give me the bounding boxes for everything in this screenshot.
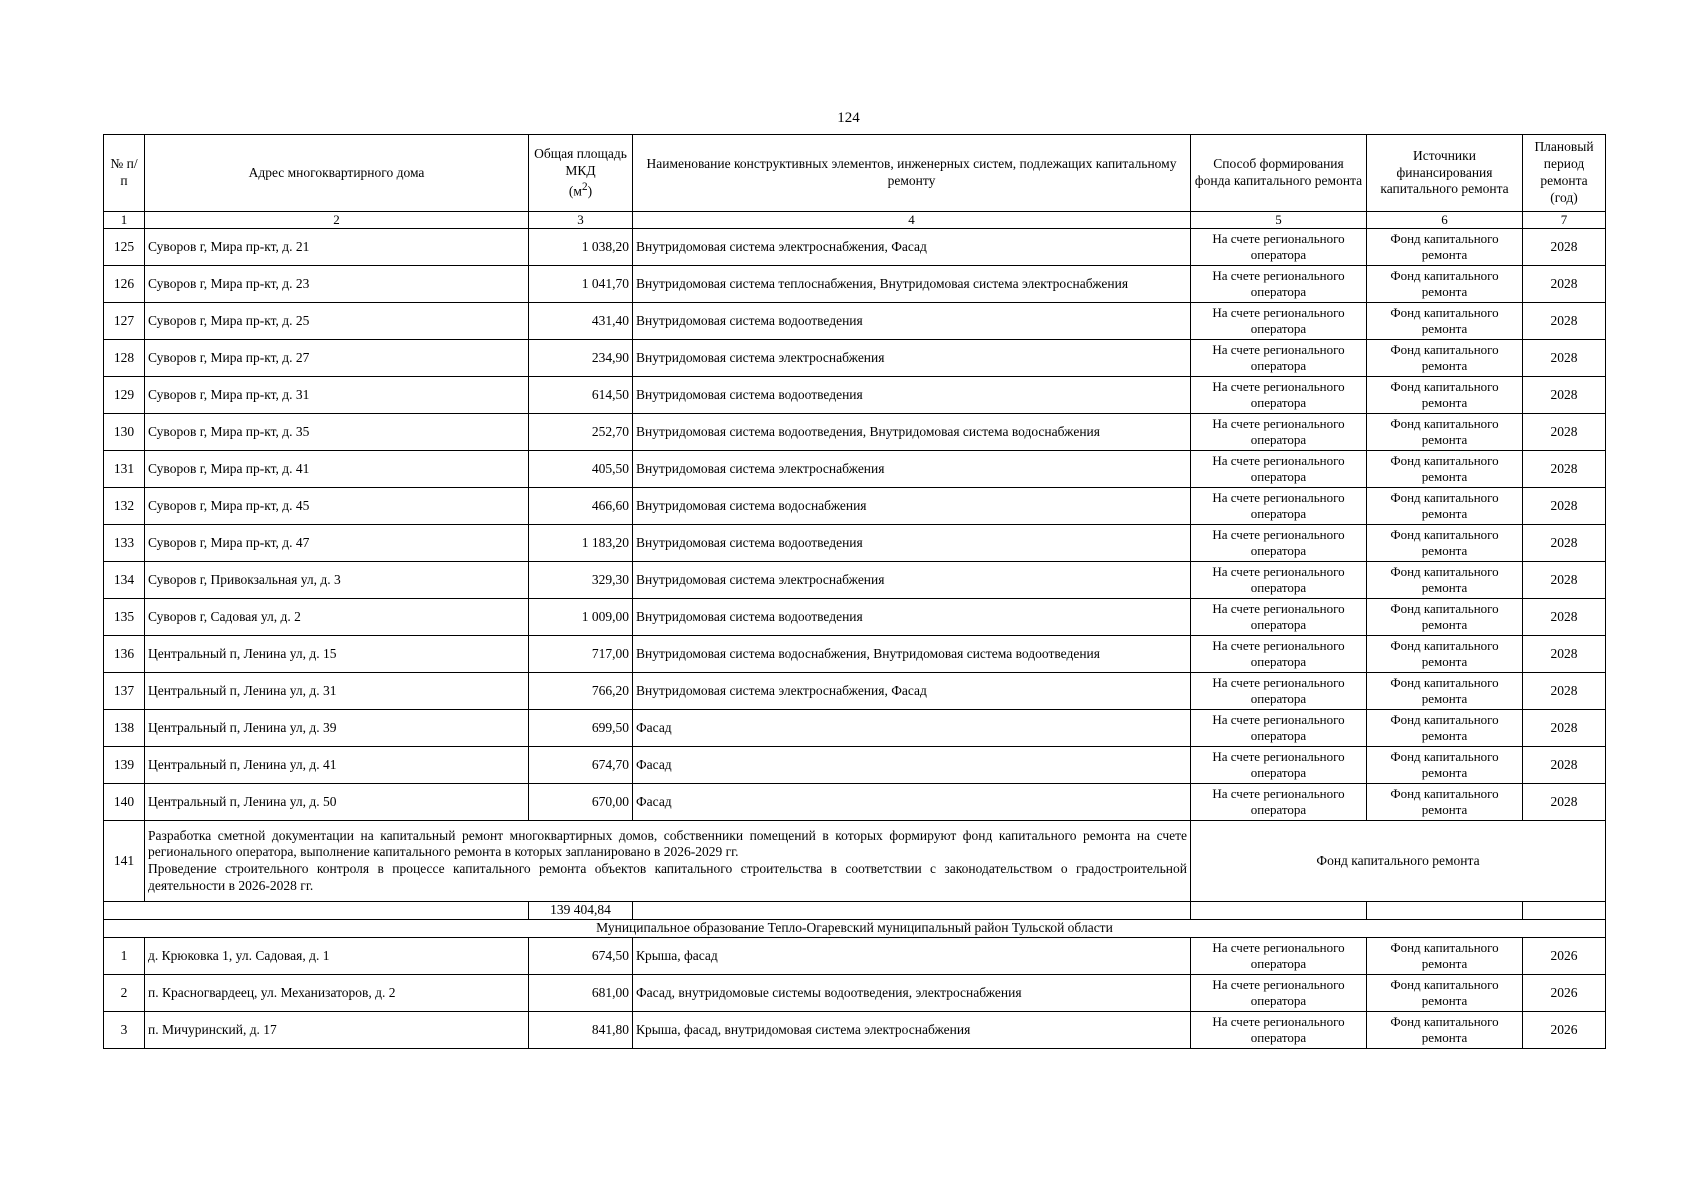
- row-area: 674,50: [529, 938, 633, 975]
- row-method: На счете регионального оператора: [1191, 599, 1367, 636]
- row-year: 2028: [1523, 229, 1606, 266]
- row-method: На счете регионального оператора: [1191, 451, 1367, 488]
- row-number: 141: [104, 821, 145, 902]
- row-area: 252,70: [529, 414, 633, 451]
- row-fund-merged: Фонд капитального ремонта: [1191, 821, 1606, 902]
- row-source: Фонд капитального ремонта: [1367, 488, 1523, 525]
- table-row-note: [104, 821, 1606, 902]
- row-source: Фонд капитального ремонта: [1367, 599, 1523, 636]
- row-address: Суворов г, Мира пр-кт, д. 21: [145, 229, 529, 266]
- row-source: Фонд капитального ремонта: [1367, 1012, 1523, 1049]
- row-elements: Внутридомовая система водоснабжения, Внутридомовая система водоотведения: [633, 636, 1191, 673]
- total-empty: [1367, 902, 1523, 920]
- row-year: 2028: [1523, 266, 1606, 303]
- row-number: 137: [104, 673, 145, 710]
- row-address: п. Красногвардеец, ул. Механизаторов, д. 2: [145, 975, 529, 1012]
- table-row: [104, 710, 1606, 747]
- row-source: Фонд капитального ремонта: [1367, 266, 1523, 303]
- table-row: [104, 1012, 1606, 1049]
- table-row: [104, 525, 1606, 562]
- row-year: 2028: [1523, 303, 1606, 340]
- row-area: 1 183,20: [529, 525, 633, 562]
- row-number: 128: [104, 340, 145, 377]
- row-method: На счете регионального оператора: [1191, 266, 1367, 303]
- row-year: 2026: [1523, 938, 1606, 975]
- row-source: Фонд капитального ремонта: [1367, 938, 1523, 975]
- row-source: Фонд капитального ремонта: [1367, 303, 1523, 340]
- row-area: 699,50: [529, 710, 633, 747]
- column-number: 5: [1191, 212, 1367, 229]
- row-number: 138: [104, 710, 145, 747]
- row-elements: Крыша, фасад: [633, 938, 1191, 975]
- table-row: [104, 636, 1606, 673]
- row-area: 614,50: [529, 377, 633, 414]
- row-method: На счете регионального оператора: [1191, 488, 1367, 525]
- total-empty: [1191, 902, 1367, 920]
- header-elements: Наименование конструктивных элементов, инженерных систем, подлежащих капитальному ремонту: [633, 135, 1191, 212]
- row-year: 2028: [1523, 784, 1606, 821]
- header-area: [529, 135, 633, 212]
- row-elements: Внутридомовая система теплоснабжения, Внутридомовая система электроснабжения: [633, 266, 1191, 303]
- row-address: д. Крюковка 1, ул. Садовая, д. 1: [145, 938, 529, 975]
- row-address: Суворов г, Мира пр-кт, д. 45: [145, 488, 529, 525]
- row-elements: Внутридомовая система водоотведения: [633, 377, 1191, 414]
- row-address: Суворов г, Мира пр-кт, д. 31: [145, 377, 529, 414]
- row-address: Суворов г, Мира пр-кт, д. 27: [145, 340, 529, 377]
- row-area: 681,00: [529, 975, 633, 1012]
- column-number: 4: [633, 212, 1191, 229]
- row-year: 2028: [1523, 710, 1606, 747]
- header-num: № п/п: [104, 135, 145, 212]
- table-row: [104, 377, 1606, 414]
- row-source: Фонд капитального ремонта: [1367, 451, 1523, 488]
- row-address: Центральный п, Ленина ул, д. 41: [145, 747, 529, 784]
- row-source: Фонд капитального ремонта: [1367, 747, 1523, 784]
- row-number: 125: [104, 229, 145, 266]
- total-row: [104, 902, 1606, 920]
- row-address: Центральный п, Ленина ул, д. 39: [145, 710, 529, 747]
- row-elements: Внутридомовая система водоотведения: [633, 525, 1191, 562]
- table-row: [104, 266, 1606, 303]
- row-elements: Внутридомовая система водоотведения: [633, 303, 1191, 340]
- row-year: 2028: [1523, 636, 1606, 673]
- row-note: [145, 821, 1191, 902]
- table-row: [104, 414, 1606, 451]
- column-number: 6: [1367, 212, 1523, 229]
- table-row: [104, 488, 1606, 525]
- row-number: 130: [104, 414, 145, 451]
- row-method: На счете регионального оператора: [1191, 636, 1367, 673]
- row-elements: Внутридомовая система водоотведения: [633, 599, 1191, 636]
- row-area: 670,00: [529, 784, 633, 821]
- row-area: 234,90: [529, 340, 633, 377]
- row-address: Суворов г, Мира пр-кт, д. 25: [145, 303, 529, 340]
- header-area-close: ): [587, 183, 593, 199]
- row-method: На счете регионального оператора: [1191, 938, 1367, 975]
- row-address: Суворов г, Садовая ул, д. 2: [145, 599, 529, 636]
- column-number: 7: [1523, 212, 1606, 229]
- row-number: 132: [104, 488, 145, 525]
- row-source: Фонд капитального ремонта: [1367, 710, 1523, 747]
- row-address: Центральный п, Ленина ул, д. 15: [145, 636, 529, 673]
- note-text-2: Проведение строительного контроля в процессе капитального ремонта объектов капитального строительства в соответствии с законодательством о градостроительной деятельности в 2026-2028 гг.: [148, 861, 1187, 894]
- table-header: [104, 135, 1606, 212]
- row-method: На счете регионального оператора: [1191, 340, 1367, 377]
- total-empty: [104, 902, 529, 920]
- row-method: На счете регионального оператора: [1191, 525, 1367, 562]
- row-elements: Внутридомовая система водоотведения, Внутридомовая система водоснабжения: [633, 414, 1191, 451]
- row-elements: Фасад: [633, 747, 1191, 784]
- table-row: [104, 938, 1606, 975]
- row-address: Суворов г, Мира пр-кт, д. 23: [145, 266, 529, 303]
- row-number: 127: [104, 303, 145, 340]
- row-method: На счете регионального оператора: [1191, 377, 1367, 414]
- total-area: 139 404,84: [529, 902, 633, 920]
- total-empty: [633, 902, 1191, 920]
- municipality-title: Муниципальное образование Тепло-Огаревский муниципальный район Тульской области: [104, 920, 1606, 938]
- row-number: 140: [104, 784, 145, 821]
- row-year: 2028: [1523, 747, 1606, 784]
- row-year: 2028: [1523, 488, 1606, 525]
- row-elements: Внутридомовая система электроснабжения: [633, 340, 1191, 377]
- capital-repair-table: [103, 134, 1606, 1049]
- row-method: На счете регионального оператора: [1191, 784, 1367, 821]
- row-elements: Внутридомовая система электроснабжения: [633, 562, 1191, 599]
- row-method: На счете регионального оператора: [1191, 303, 1367, 340]
- row-elements: Внутридомовая система водоснабжения: [633, 488, 1191, 525]
- row-source: Фонд капитального ремонта: [1367, 525, 1523, 562]
- row-number: 136: [104, 636, 145, 673]
- row-number: 134: [104, 562, 145, 599]
- row-area: 405,50: [529, 451, 633, 488]
- row-source: Фонд капитального ремонта: [1367, 377, 1523, 414]
- row-elements: Внутридомовая система электроснабжения, Фасад: [633, 229, 1191, 266]
- header-area-text: Общая площадь МКД: [534, 145, 627, 178]
- header-area-sup: 2: [581, 180, 588, 193]
- row-source: Фонд капитального ремонта: [1367, 340, 1523, 377]
- row-elements: Фасад: [633, 784, 1191, 821]
- row-year: 2028: [1523, 340, 1606, 377]
- column-number: 1: [104, 212, 145, 229]
- row-area: 717,00: [529, 636, 633, 673]
- column-number: 3: [529, 212, 633, 229]
- row-method: На счете регионального оператора: [1191, 229, 1367, 266]
- row-address: Суворов г, Мира пр-кт, д. 41: [145, 451, 529, 488]
- table-row: [104, 673, 1606, 710]
- header-area-unit: (м: [568, 183, 582, 199]
- table-row: [104, 562, 1606, 599]
- row-address: Суворов г, Мира пр-кт, д. 35: [145, 414, 529, 451]
- row-method: На счете регионального оператора: [1191, 414, 1367, 451]
- row-number: 3: [104, 1012, 145, 1049]
- row-elements: Внутридомовая система электроснабжения, Фасад: [633, 673, 1191, 710]
- table-row: [104, 451, 1606, 488]
- row-address: Центральный п, Ленина ул, д. 31: [145, 673, 529, 710]
- row-number: 135: [104, 599, 145, 636]
- row-area: 674,70: [529, 747, 633, 784]
- row-method: На счете регионального оператора: [1191, 747, 1367, 784]
- total-empty: [1523, 902, 1606, 920]
- row-year: 2028: [1523, 562, 1606, 599]
- row-method: На счете регионального оператора: [1191, 562, 1367, 599]
- row-area: 1 041,70: [529, 266, 633, 303]
- row-area: 1 038,20: [529, 229, 633, 266]
- table-row: [104, 784, 1606, 821]
- table-row: [104, 340, 1606, 377]
- table-row: [104, 303, 1606, 340]
- row-source: Фонд капитального ремонта: [1367, 414, 1523, 451]
- row-elements: Фасад: [633, 710, 1191, 747]
- row-address: Суворов г, Мира пр-кт, д. 47: [145, 525, 529, 562]
- row-year: 2028: [1523, 414, 1606, 451]
- row-year: 2028: [1523, 377, 1606, 414]
- row-method: На счете регионального оператора: [1191, 673, 1367, 710]
- row-number: 139: [104, 747, 145, 784]
- table-row: [104, 747, 1606, 784]
- column-number: 2: [145, 212, 529, 229]
- row-area: 1 009,00: [529, 599, 633, 636]
- row-number: 131: [104, 451, 145, 488]
- column-number-row: [104, 212, 1606, 229]
- row-address: Центральный п, Ленина ул, д. 50: [145, 784, 529, 821]
- row-elements: Фасад, внутридомовые системы водоотведения, электроснабжения: [633, 975, 1191, 1012]
- row-source: Фонд капитального ремонта: [1367, 784, 1523, 821]
- row-number: 1: [104, 938, 145, 975]
- header-period: Плановый период ремонта (год): [1523, 135, 1606, 212]
- row-address: п. Мичуринский, д. 17: [145, 1012, 529, 1049]
- header-address: Адрес многоквартирного дома: [145, 135, 529, 212]
- row-elements: Внутридомовая система электроснабжения: [633, 451, 1191, 488]
- row-address: Суворов г, Привокзальная ул, д. 3: [145, 562, 529, 599]
- row-method: На счете регионального оператора: [1191, 975, 1367, 1012]
- table-row: [104, 229, 1606, 266]
- row-year: 2028: [1523, 525, 1606, 562]
- row-elements: Крыша, фасад, внутридомовая система электроснабжения: [633, 1012, 1191, 1049]
- row-source: Фонд капитального ремонта: [1367, 673, 1523, 710]
- row-area: 841,80: [529, 1012, 633, 1049]
- row-number: 2: [104, 975, 145, 1012]
- row-year: 2028: [1523, 599, 1606, 636]
- row-area: 466,60: [529, 488, 633, 525]
- row-source: Фонд капитального ремонта: [1367, 975, 1523, 1012]
- table-body: [104, 212, 1606, 1049]
- row-area: 766,20: [529, 673, 633, 710]
- note-text-1: Разработка сметной документации на капитальный ремонт многоквартирных домов, собственники помещений в которых формируют фонд капитального ремонта на счете регионального оператора, выполнение капитального ремонта в которых запланировано в 2026-2029 гг.: [148, 827, 1187, 860]
- row-method: На счете регионального оператора: [1191, 1012, 1367, 1049]
- header-method: Способ формирования фонда капитального ремонта: [1191, 135, 1367, 212]
- row-year: 2028: [1523, 451, 1606, 488]
- row-year: 2028: [1523, 673, 1606, 710]
- municipality-row: [104, 920, 1606, 938]
- row-number: 126: [104, 266, 145, 303]
- row-year: 2026: [1523, 1012, 1606, 1049]
- table-row: [104, 975, 1606, 1012]
- header-sources: Источники финансирования капитального ремонта: [1367, 135, 1523, 212]
- row-source: Фонд капитального ремонта: [1367, 229, 1523, 266]
- row-method: На счете регионального оператора: [1191, 710, 1367, 747]
- row-area: 329,30: [529, 562, 633, 599]
- row-source: Фонд капитального ремонта: [1367, 636, 1523, 673]
- row-number: 129: [104, 377, 145, 414]
- row-source: Фонд капитального ремонта: [1367, 562, 1523, 599]
- row-year: 2026: [1523, 975, 1606, 1012]
- row-area: 431,40: [529, 303, 633, 340]
- page-number: 124: [837, 110, 860, 126]
- row-number: 133: [104, 525, 145, 562]
- table-row: [104, 599, 1606, 636]
